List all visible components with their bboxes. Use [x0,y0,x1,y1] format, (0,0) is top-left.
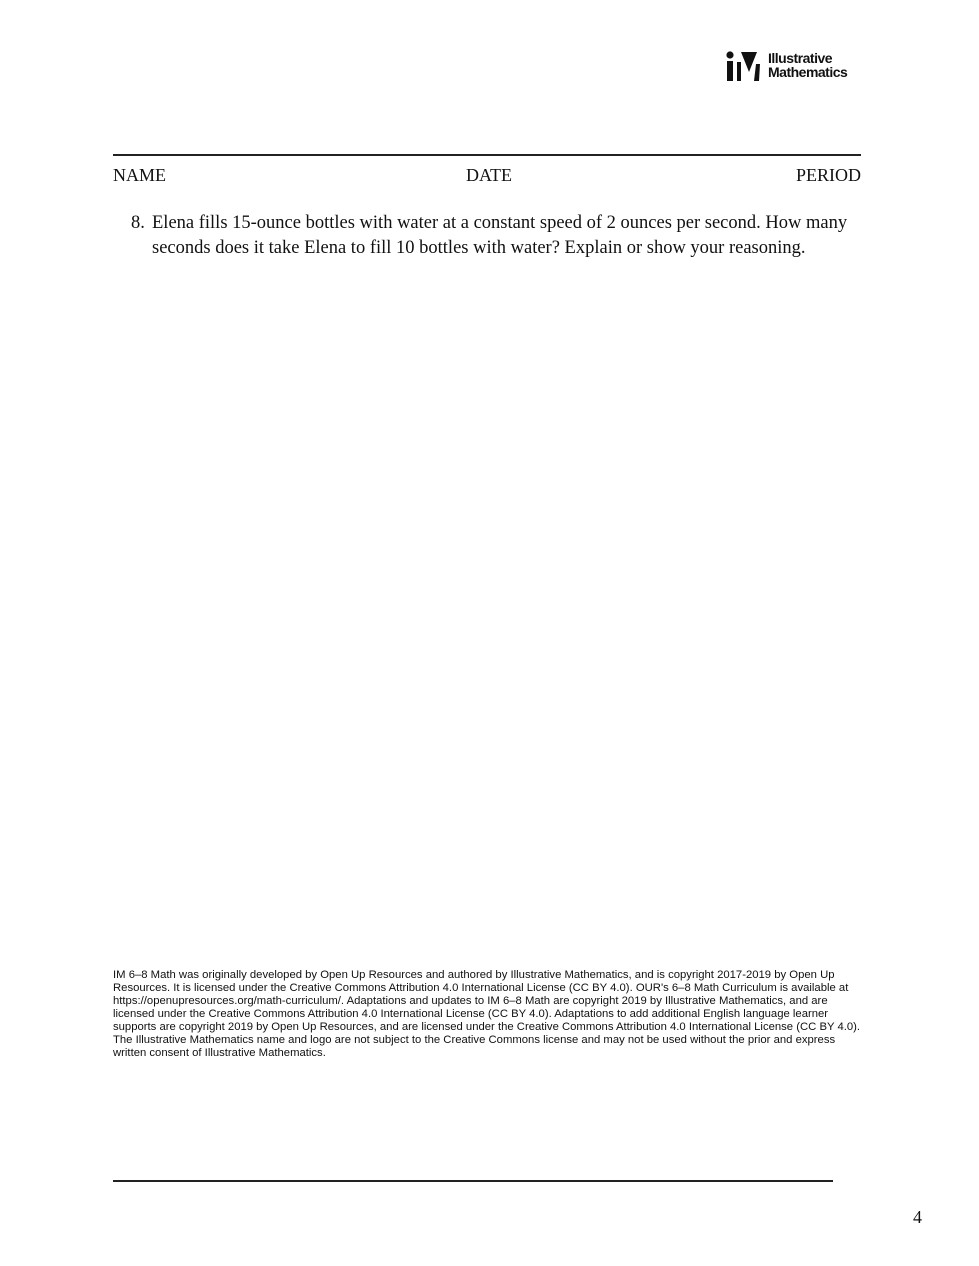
question-item [131,211,851,261]
footer-rule [113,1180,833,1182]
illustrative-mathematics-logo [724,46,864,86]
header-rule [113,154,861,156]
im-logo-icon [724,50,764,82]
page-number: 4 [913,1207,922,1227]
question-text: Elena fills 15-ounce bottles with water at a constant speed of 2 ounces per second. How many seconds does it take Elena to fill 10 bottles with water? Explain or show your reasoning. [152,213,848,258]
logo-wordmark [768,51,847,79]
logo-line-1: Illustrative [768,50,833,66]
name-label: NAME [113,165,166,185]
date-label: DATE [466,165,512,185]
logo-line-2: Mathematics [768,64,848,80]
period-label: PERIOD [795,165,861,185]
question-number: 8. [131,213,145,233]
license-notice: IM 6–8 Math was originally developed by Open Up Resources and authored by Illustrative Mathematics, and is copyright 2017-2019 by Open Up Resources. It is licensed under the Creative Commons Attribution 4.0 International License (CC BY 4.0). OUR's 6–8 Math Curriculum is available at https://openupresources.org/math-curriculum/. Adaptations and updates to IM 6–8 Math are copyright 2019 by Illustrative Mathematics, and are licensed under the Creative Commons Attribution 4.0 International License (CC BY 4.0). Adaptations to add additional English language learner supports are copyright 2019 by Open Up Resources, and are licensed under the Creative Commons Attribution 4.0 International License (CC BY 4.0). The Illustrative Mathematics name and logo are not subject to the Creative Commons license and may not be used without the prior and express written consent of Illustrative Mathematics. [113,969,861,1059]
